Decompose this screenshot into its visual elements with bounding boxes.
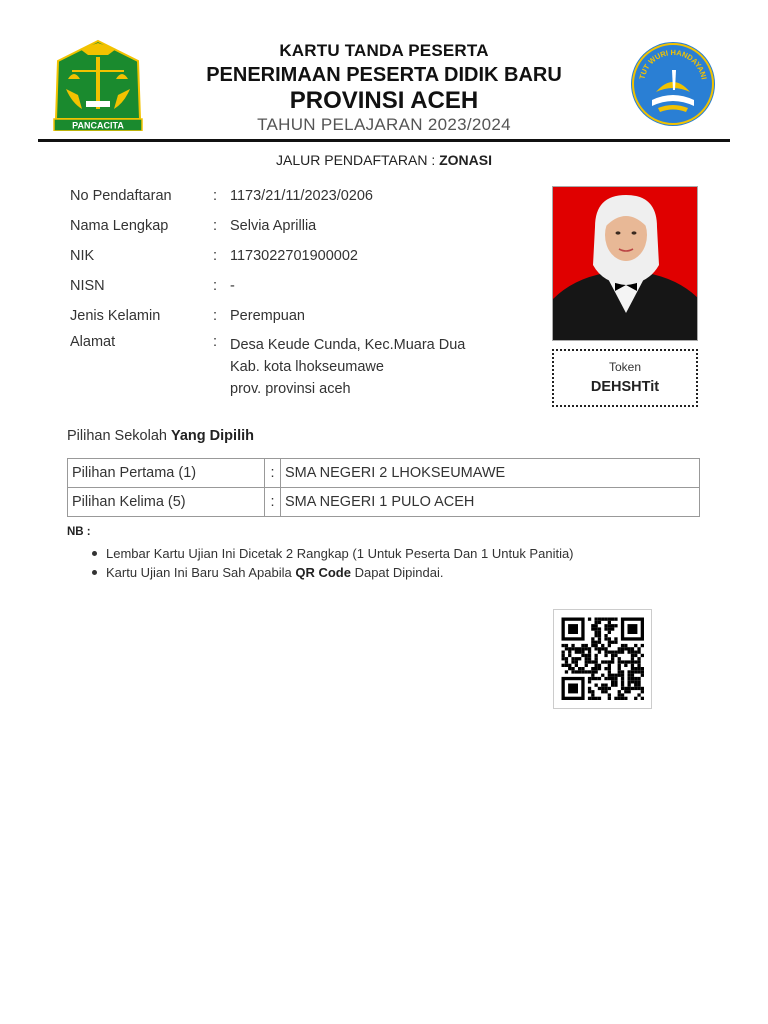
qr-code-image <box>554 610 651 708</box>
info-separator: : <box>213 188 218 204</box>
registration-path-label: JALUR PENDAFTARAN : <box>276 152 440 168</box>
participant-photo <box>552 186 698 341</box>
table-row <box>68 488 700 517</box>
info-separator: : <box>213 278 218 294</box>
school-choice-title-prefix: Pilihan Sekolah <box>67 428 171 444</box>
choice-label: Pilihan Pertama (1) <box>68 459 265 488</box>
info-row-address <box>70 336 530 406</box>
info-row-nisn <box>70 276 530 306</box>
notes-list <box>106 544 574 582</box>
note2-bold: QR Code <box>295 565 351 580</box>
school-choice-table <box>67 458 700 517</box>
registration-path <box>0 152 768 168</box>
info-value: Selvia Aprillia <box>230 218 317 234</box>
note2-pre: Kartu Ujian Ini Baru Sah Apabila <box>106 565 296 580</box>
aceh-pancacita-logo <box>50 39 146 131</box>
participant-info <box>70 186 530 406</box>
choice-school: SMA NEGERI 2 LHOKSEUMAWE <box>281 459 700 488</box>
academic-year: TAHUN PELAJARAN 2023/2024 <box>257 115 511 134</box>
info-row-full-name <box>70 216 530 246</box>
portrait-image <box>553 187 698 341</box>
info-separator: : <box>213 334 218 350</box>
qr-code <box>553 609 652 709</box>
token-box <box>552 349 698 407</box>
table-row <box>68 459 700 488</box>
card-header <box>38 36 730 142</box>
info-value: 1173022701900002 <box>230 248 358 264</box>
list-item <box>106 563 574 582</box>
tut-wuri-text: TUT WURI HANDAYANI <box>637 47 709 81</box>
info-label: No Pendaftaran <box>70 188 172 204</box>
pancacita-text: PANCACITA <box>72 120 124 131</box>
list-item: Lembar Kartu Ujian Ini Dicetak 2 Rangkap (1 Untuk Peserta Dan 1 Untuk Panitia) <box>106 546 574 561</box>
address-line: prov. provinsi aceh <box>230 381 351 397</box>
info-row-nik <box>70 246 530 276</box>
school-choice-title-bold: Yang Dipilih <box>171 428 254 444</box>
info-label: NISN <box>70 278 105 294</box>
choice-separator: : <box>265 488 281 517</box>
info-label: Nama Lengkap <box>70 218 169 234</box>
info-value: Perempuan <box>230 308 305 324</box>
tut-wuri-handayani-logo <box>628 40 718 128</box>
address-line: Kab. kota lhokseumawe <box>230 359 384 375</box>
info-row-registration-number <box>70 186 530 216</box>
info-label: Alamat <box>70 334 116 350</box>
card-title: KARTU TANDA PESERTA <box>279 41 489 60</box>
info-separator: : <box>213 248 218 264</box>
info-label: Jenis Kelamin <box>70 308 161 324</box>
info-row-gender <box>70 306 530 336</box>
token-label: Token <box>608 360 642 374</box>
info-value: 1173/21/11/2023/0206 <box>230 188 373 204</box>
school-choice-title <box>67 428 254 444</box>
address-line: Desa Keude Cunda, Kec.Muara Dua <box>230 337 466 353</box>
nb-label: NB : <box>67 526 91 538</box>
info-value: - <box>230 278 235 294</box>
header-titles <box>158 40 610 136</box>
registration-path-value: ZONASI <box>439 152 492 168</box>
province-title: PROVINSI ACEH <box>289 87 479 114</box>
note2-post: Dapat Dipindai. <box>350 565 444 580</box>
choice-label: Pilihan Kelima (5) <box>68 488 265 517</box>
choice-separator: : <box>265 459 281 488</box>
info-label: NIK <box>70 248 95 264</box>
token-value: DEHSHTit <box>590 379 660 395</box>
address-value <box>230 334 465 400</box>
choice-school: SMA NEGERI 1 PULO ACEH <box>281 488 700 517</box>
info-separator: : <box>213 218 218 234</box>
event-title: PENERIMAAN PESERTA DIDIK BARU <box>206 64 562 86</box>
info-separator: : <box>213 308 218 324</box>
